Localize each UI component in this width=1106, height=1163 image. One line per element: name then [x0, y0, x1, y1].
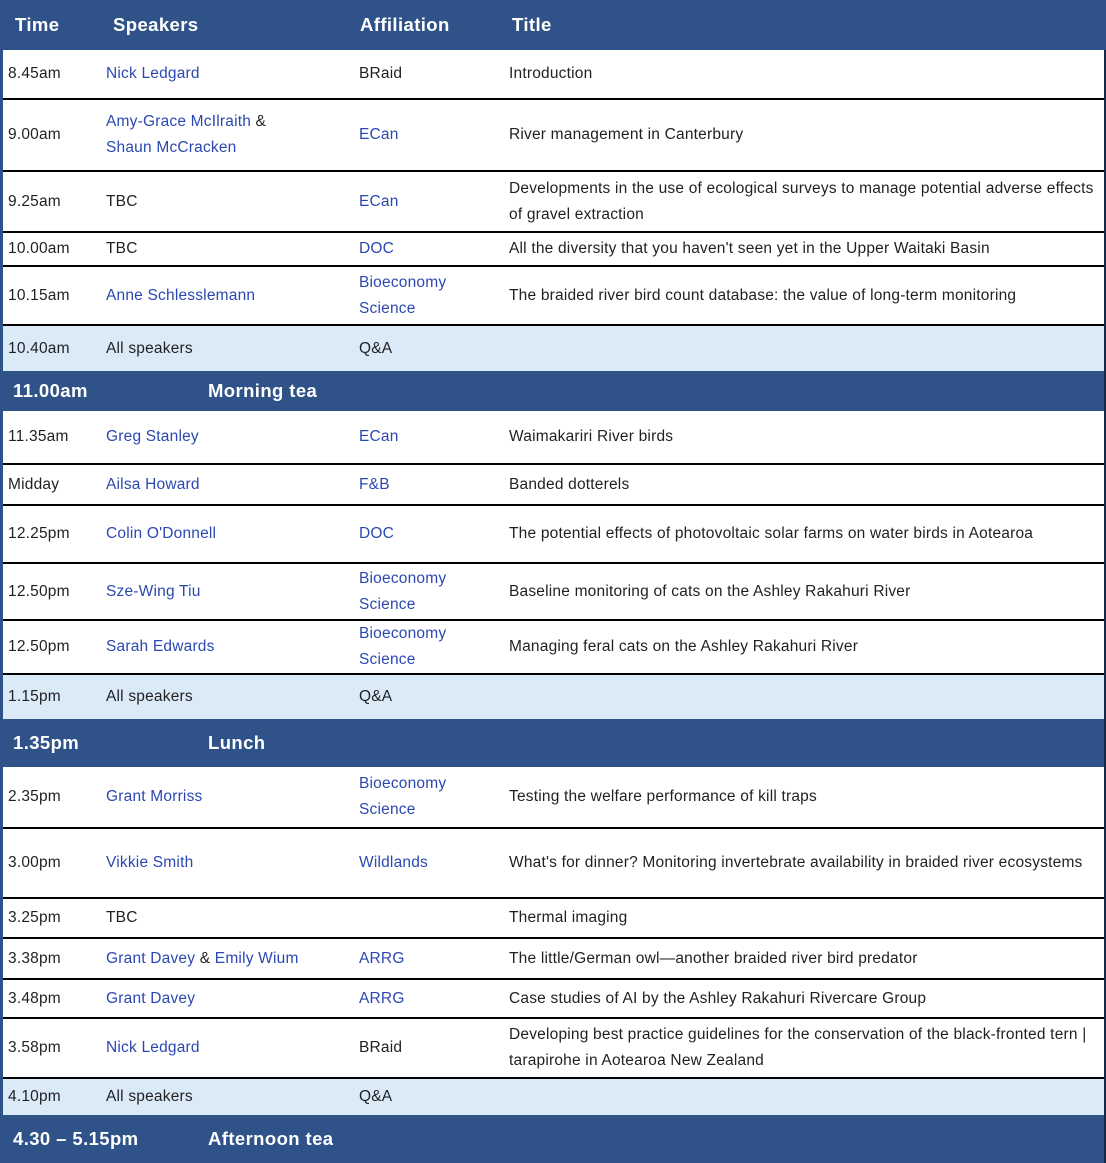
speakers-cell [103, 283, 352, 309]
affiliation-cell [352, 270, 505, 322]
title-cell [505, 579, 1104, 605]
time-cell: 12.50pm [8, 638, 70, 655]
session-row [3, 767, 1104, 829]
speaker-text: All speakers [106, 688, 193, 705]
time-cell: 10.40am [8, 339, 70, 357]
section-break-row [3, 1115, 1104, 1163]
speaker-link[interactable]: Ailsa Howard [106, 475, 200, 493]
speaker-link[interactable]: Sze-Wing Tiu [106, 582, 201, 600]
affiliation-link[interactable]: Bioeconomy Science [359, 775, 447, 818]
speaker-link[interactable]: Shaun McCracken [106, 139, 237, 156]
title-cell [505, 850, 1104, 876]
affiliation-link[interactable]: DOC [359, 240, 395, 257]
column-header-speakers: Speakers [113, 14, 199, 35]
speaker-text: & [195, 949, 215, 967]
session-row [3, 829, 1104, 899]
section-label: Afternoon tea [208, 1128, 334, 1149]
speakers-cell [103, 850, 352, 876]
speaker-text: TBC [106, 909, 138, 926]
time-cell: 1.15pm [8, 688, 61, 705]
session-row [3, 267, 1104, 326]
affiliation-text: BRaid [359, 65, 403, 82]
talk-title: Case studies of AI by the Ashley Rakahuri Rivercare Group [509, 989, 927, 1007]
speaker-link[interactable]: Colin O'Donnell [106, 525, 217, 542]
title-cell [505, 905, 1104, 931]
talk-title: The little/German owl—another braided river bird predator [509, 949, 918, 967]
speakers-cell [103, 579, 352, 605]
time-cell: 10.00am [8, 240, 70, 257]
affiliation-link[interactable]: ARRG [359, 949, 405, 967]
speakers-cell [103, 634, 352, 660]
title-cell [505, 472, 1104, 498]
talk-title: Banded dotterels [509, 475, 630, 493]
affiliation-link[interactable]: DOC [359, 525, 395, 542]
speakers-cell [103, 986, 352, 1012]
session-row [3, 465, 1104, 506]
affiliation-cell [352, 472, 505, 498]
speakers-cell [103, 424, 352, 450]
speakers-cell [103, 109, 352, 161]
title-cell [505, 1022, 1104, 1074]
talk-title: Thermal imaging [509, 909, 628, 926]
speakers-cell [103, 784, 352, 810]
talk-title: Developing best practice guidelines for the conservation of the black-fronted tern | tarapirohe in Aotearoa New Zealand [509, 1026, 1087, 1069]
talk-title: The potential effects of photovoltaic solar farms on water birds in Aotearoa [509, 525, 1034, 542]
speaker-link[interactable]: Grant Davey [106, 949, 196, 967]
speakers-cell [103, 189, 352, 215]
session-row [3, 564, 1104, 621]
talk-title: The braided river bird count database: the value of long-term monitoring [509, 286, 1017, 304]
affiliation-cell [352, 1084, 505, 1110]
title-cell [505, 283, 1104, 309]
affiliation-text: Q&A [359, 339, 393, 357]
affiliation-text: Q&A [359, 688, 393, 705]
speakers-cell [103, 336, 352, 362]
speaker-text: All speakers [106, 339, 193, 357]
table-header-row [0, 0, 1106, 50]
affiliation-link[interactable]: Bioeconomy Science [359, 625, 447, 668]
session-row [3, 233, 1104, 267]
title-cell [505, 634, 1104, 660]
time-cell: 3.38pm [8, 949, 61, 967]
column-header-affiliation: Affiliation [360, 14, 450, 35]
speaker-link[interactable]: Anne Schlesslemann [106, 286, 256, 304]
speaker-link[interactable]: Nick Ledgard [106, 65, 200, 82]
affiliation-link[interactable]: ARRG [359, 989, 405, 1007]
column-header-time: Time [15, 14, 60, 35]
title-cell [505, 521, 1104, 547]
time-cell: 3.48pm [8, 989, 61, 1007]
affiliation-cell [352, 986, 505, 1012]
affiliation-link[interactable]: ECan [359, 428, 399, 445]
talk-title: Testing the welfare performance of kill traps [509, 788, 817, 805]
affiliation-cell [352, 771, 505, 823]
time-cell: 11.35am [8, 428, 69, 445]
speakers-cell [103, 946, 352, 972]
session-row [3, 899, 1104, 939]
affiliation-cell [352, 521, 505, 547]
title-cell [505, 986, 1104, 1012]
affiliation-cell [352, 621, 505, 673]
speaker-link[interactable]: Vikkie Smith [106, 854, 194, 871]
time-cell: 9.25am [8, 192, 61, 210]
qa-row [3, 1079, 1104, 1115]
speaker-link[interactable]: Grant Davey [106, 989, 196, 1007]
affiliation-cell [352, 122, 505, 148]
session-row [3, 100, 1104, 172]
column-header-title: Title [512, 14, 552, 35]
affiliation-link[interactable]: ECan [359, 192, 399, 210]
speaker-text: TBC [106, 240, 138, 257]
session-row [3, 411, 1104, 465]
affiliation-link[interactable]: Bioeconomy Science [359, 569, 447, 613]
affiliation-link[interactable]: ECan [359, 126, 399, 143]
affiliation-cell [352, 850, 505, 876]
affiliation-cell [352, 1035, 505, 1061]
speaker-text: & [251, 113, 267, 130]
time-cell: 3.00pm [8, 854, 61, 871]
title-cell [505, 122, 1104, 148]
time-cell: 12.50pm [8, 582, 70, 600]
affiliation-cell [352, 684, 505, 710]
speakers-cell [103, 1084, 352, 1110]
speakers-cell [103, 521, 352, 547]
affiliation-cell [352, 61, 505, 87]
talk-title: All the diversity that you haven't seen yet in the Upper Waitaki Basin [509, 240, 990, 257]
session-row [3, 1019, 1104, 1079]
affiliation-text: Q&A [359, 1088, 393, 1105]
speaker-link[interactable]: Amy-Grace McIlraith [106, 113, 252, 130]
affiliation-cell [352, 336, 505, 362]
section-time: 1.35pm [13, 732, 80, 753]
time-cell: 4.10pm [8, 1088, 61, 1105]
affiliation-cell [352, 946, 505, 972]
affiliation-link[interactable]: Bioeconomy Science [359, 273, 447, 317]
talk-title: Managing feral cats on the Ashley Rakahuri River [509, 638, 859, 655]
section-break-row [3, 719, 1104, 767]
section-label: Lunch [208, 732, 266, 753]
session-row [3, 621, 1104, 675]
speakers-cell [103, 1035, 352, 1061]
talk-title: Introduction [509, 65, 593, 82]
title-cell [505, 946, 1104, 972]
schedule-table-body [0, 50, 1106, 1163]
time-cell: Midday [8, 475, 60, 493]
title-cell [505, 424, 1104, 450]
speakers-cell [103, 472, 352, 498]
speaker-link[interactable]: Grant Morriss [106, 788, 203, 805]
talk-title: Baseline monitoring of cats on the Ashley Rakahuri River [509, 582, 911, 600]
talk-title: Developments in the use of ecological surveys to manage potential adverse effects of gravel extraction [509, 179, 1094, 223]
affiliation-cell [352, 424, 505, 450]
time-cell: 3.58pm [8, 1039, 61, 1056]
qa-row [3, 326, 1104, 371]
title-cell [505, 176, 1104, 228]
affiliation-text: BRaid [359, 1039, 403, 1056]
affiliation-link[interactable]: Wildlands [359, 854, 428, 871]
affiliation-cell [352, 189, 505, 215]
section-time: 4.30 – 5.15pm [13, 1128, 139, 1149]
section-break-row [3, 371, 1104, 411]
time-cell: 12.25pm [8, 525, 70, 542]
affiliation-link[interactable]: F&B [359, 475, 390, 493]
qa-row [3, 675, 1104, 719]
affiliation-cell [352, 236, 505, 262]
session-row [3, 50, 1104, 100]
speakers-cell [103, 61, 352, 87]
talk-title: Waimakariri River birds [509, 428, 674, 445]
session-row [3, 980, 1104, 1019]
talk-title: What's for dinner? Monitoring invertebrate availability in braided river ecosystems [509, 854, 1083, 871]
section-time: 11.00am [13, 380, 88, 401]
speakers-cell [103, 905, 352, 931]
time-cell: 9.00am [8, 126, 61, 143]
speakers-cell [103, 236, 352, 262]
title-cell [505, 784, 1104, 810]
session-row [3, 172, 1104, 233]
speaker-text: TBC [106, 192, 138, 210]
speaker-link[interactable]: Emily Wium [214, 949, 299, 967]
time-cell: 8.45am [8, 65, 61, 82]
time-cell: 10.15am [8, 286, 70, 304]
speaker-link[interactable]: Greg Stanley [106, 428, 199, 445]
speaker-link[interactable]: Sarah Edwards [106, 638, 215, 655]
title-cell [505, 61, 1104, 87]
section-label: Morning tea [208, 380, 318, 401]
speaker-text: All speakers [106, 1088, 193, 1105]
speaker-link[interactable]: Nick Ledgard [106, 1039, 200, 1056]
time-cell: 2.35pm [8, 788, 61, 805]
session-row [3, 506, 1104, 564]
talk-title: River management in Canterbury [509, 126, 744, 143]
title-cell [505, 236, 1104, 262]
session-row [3, 939, 1104, 980]
time-cell: 3.25pm [8, 909, 61, 926]
affiliation-cell [352, 566, 505, 618]
speakers-cell [103, 684, 352, 710]
